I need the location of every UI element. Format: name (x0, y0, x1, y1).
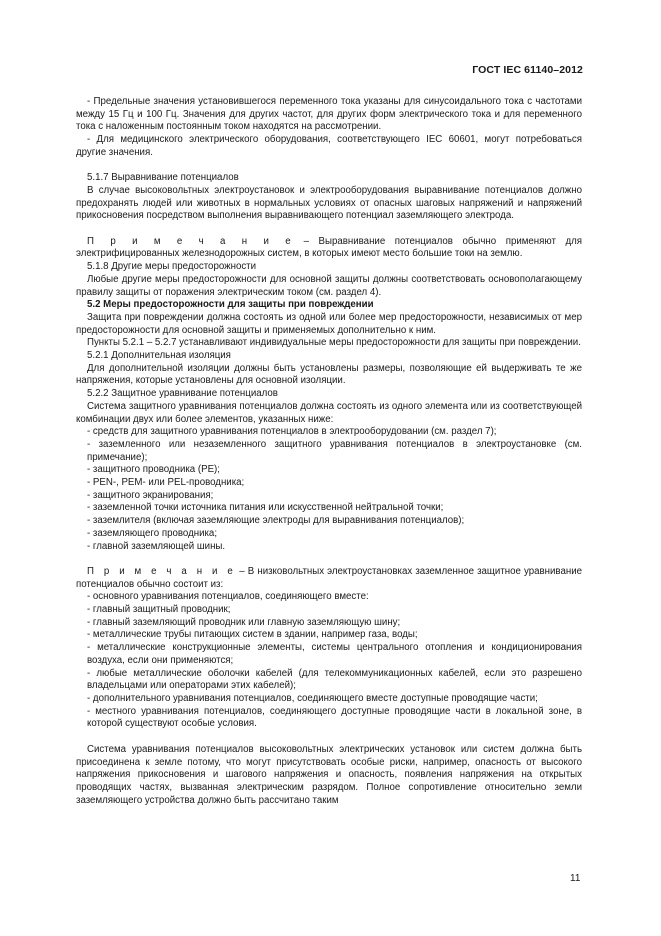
list-item: - главной заземляющей шины. (87, 540, 226, 552)
document-header: ГОСТ IEC 61140–2012 (472, 64, 583, 76)
paragraph: - Для медицинского электрического оборудования, соответствующего IEC 60601, могут потребоваться другие значения. (76, 134, 582, 158)
list-item: - металлические конструкционные элементы, системы центрального отопления и кондиционирования воздуха, если они применяются; (87, 642, 582, 666)
list-item: - PEN-, PEM- или PEL-проводника; (87, 477, 245, 489)
note (76, 236, 582, 261)
list-item: - главный заземляющий проводник или главную заземляющую шину; (87, 616, 401, 628)
note-list (76, 591, 582, 731)
page-number: 11 (570, 873, 581, 884)
list-item: - заземленной точки источника питания или искусственной нейтральной точки; (87, 502, 444, 514)
paragraph: В случае высоковольтных электроустановок и электрооборудования выравнивание потенциалов должно предохранять людей или животных в нормальных условиях от опасных шаговых напряжений и напряжений прикосновения посредством выполнения выравнивающего потенциал заземляющего электрода. (76, 184, 582, 222)
list-item: - средств для защитного уравнивания потенциалов в электрооборудовании (см. раздел 7); (87, 426, 497, 438)
paragraph: Защита при повреждении должна состоять из одной или более мер предосторожности, независимых от мер предосторожности для основной защиты и применяемых дополнительно к ним. (76, 311, 582, 336)
paragraph: Для дополнительной изоляции должны быть установлены размеры, позволяющие ей выдерживать те же напряжения, которые установлены для основной изоляции. (76, 362, 582, 387)
list-item: - заземляющего проводника; (87, 527, 218, 539)
page-content (76, 96, 582, 807)
list-item: - дополнительного уравнивания потенциалов, соединяющего вместе доступные проводящие части; (87, 693, 538, 704)
section-heading: 5.2 Меры предосторожности для защиты при повреждении (87, 299, 374, 311)
note-text: – В низковольтных электроустановках заземленное защитное уравнивание потенциалов обычно состоит из: (76, 565, 582, 590)
clause-heading: 5.2.2 Защитное уравнивание потенциалов (87, 388, 278, 400)
list-item: - металлические трубы питающих систем в здании, например газа, воды; (87, 629, 418, 641)
list-item: - главный защитный проводник; (87, 604, 231, 616)
list-item: - местного уравнивания потенциалов, соединяющего доступные проводящие части в локальной зоне, в которой существуют особые условия. (87, 705, 582, 730)
list-item: - любые металлические оболочки кабелей (для телекоммуникационных кабелей, если это разрешено владельцами или операторами этих кабелей); (87, 667, 582, 692)
element-list (76, 426, 582, 553)
paragraph: Пункты 5.2.1 – 5.2.7 устанавливают индивидуальные меры предосторожности для защиты при повреждении. (87, 337, 581, 349)
note-label: П р и м е ч а н и е (87, 235, 295, 247)
note (76, 566, 582, 591)
clause-heading: 5.1.8 Другие меры предосторожности (87, 261, 257, 273)
list-item: - защитного экранирования; (87, 489, 214, 501)
paragraph: Любые другие меры предосторожности для основной защиты должны соответствовать основополагающему правилу защиты от поражения электрическим током (см. раздел 4). (76, 273, 582, 298)
list-item: - защитного проводника (PE); (87, 464, 220, 476)
list-item: - заземленного или незаземленного защитного уравнивания потенциалов в электроустановке (см. примечание); (87, 438, 582, 463)
paragraph: Система уравнивания потенциалов высоковольтных электрических установок или систем должна быть присоединена к земле потому, что могут присутствовать особые риски, например, опасность от высокого напряжения прикосновения и шагового напряжения и опасность, появления напряжения на открытых проводящих частях, вызванная электрическим разрядом. Полное сопротивление относительно земли заземляющего устройства должно быть рассчитано таким (76, 743, 582, 806)
list-item: - основного уравнивания потенциалов, соединяющего вместе: (87, 591, 369, 603)
paragraph: Система защитного уравнивания потенциалов должна состоять из одного элемента или из соответствующей комбинации двух или более элементов, указанных ниже: (76, 400, 582, 425)
note-text: – Выравнивание потенциалов обычно применяют для электрифицированных железнодорожных систем, в которых имеют место большие токи на землю. (76, 235, 582, 260)
clause-heading: 5.2.1 Дополнительная изоляция (87, 350, 231, 362)
note-label: П р и м е ч а н и е (87, 565, 237, 577)
list-item: - заземлителя (включая заземляющие электроды для выравнивания потенциалов); (87, 515, 465, 527)
paragraph: - Предельные значения установившегося переменного тока указаны для синусоидального тока с частотами между 15 Гц и 100 Гц. Значения для других частот, для других форм электрического тока и для переменного тока с наложенным постоянным током находятся на рассмотрении. (76, 96, 582, 133)
clause-heading: 5.1.7 Выравнивание потенциалов (87, 172, 239, 184)
